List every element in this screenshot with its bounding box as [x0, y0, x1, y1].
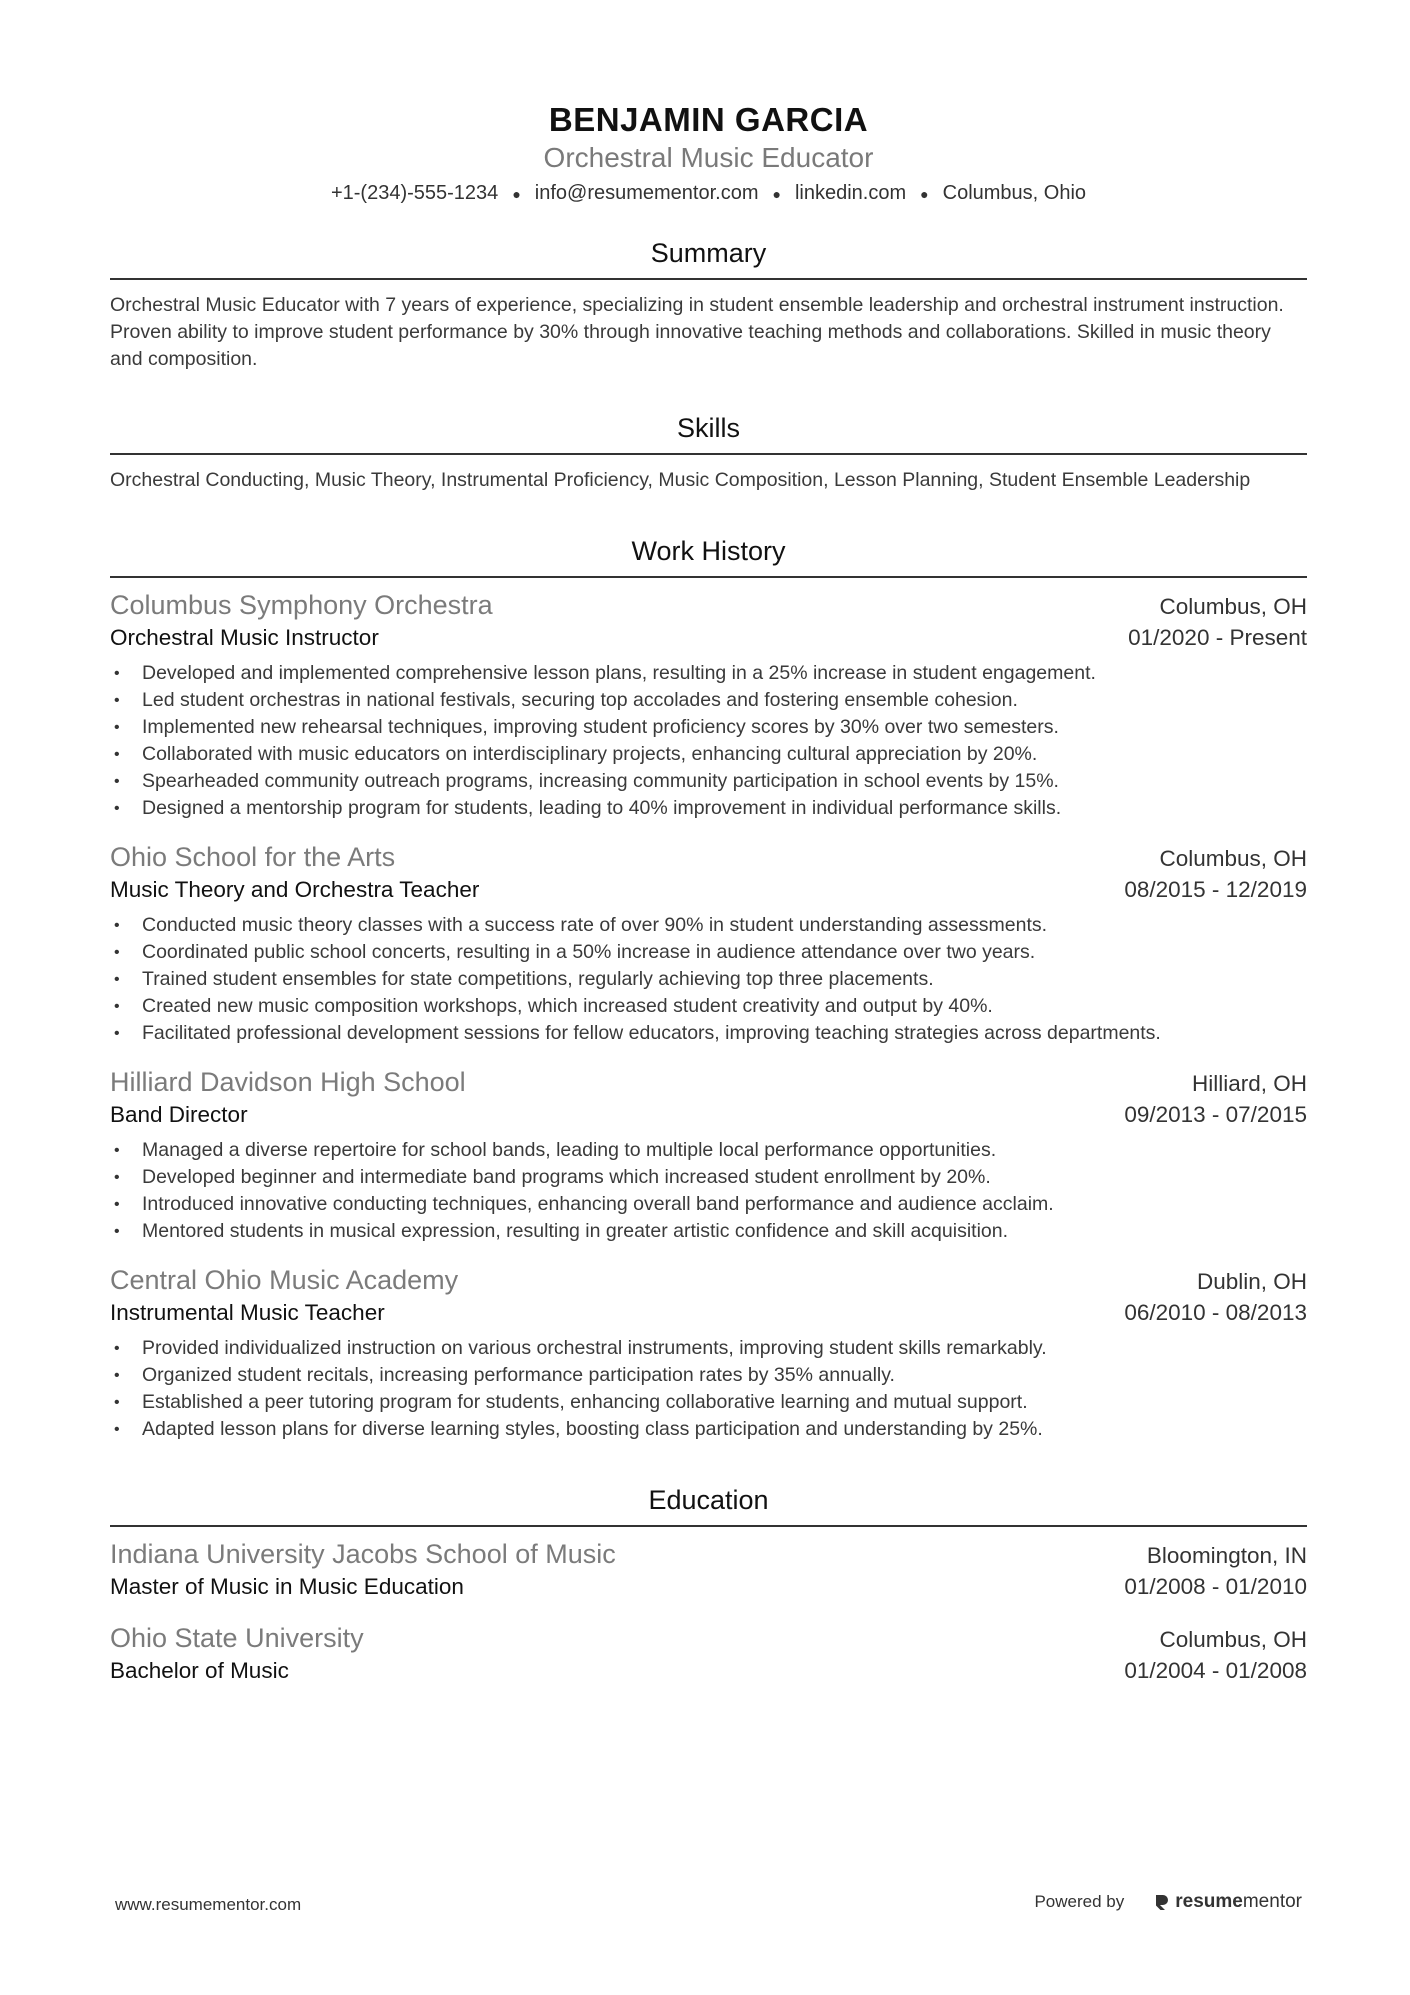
- work-history-list: [110, 588, 1307, 1443]
- brand-name-bold: resume: [1175, 1891, 1243, 1912]
- job-bullet: • Conducted music theory classes with a success rate of over 90% in student understanding assessments.: [110, 912, 1307, 939]
- school-location: Bloomington, IN: [1146, 1542, 1307, 1568]
- resume-header: [110, 100, 1307, 208]
- job-bullet: • Collaborated with music educators on interdisciplinary projects, enhancing cultural appreciation by 20%.: [110, 741, 1307, 768]
- work-entry: [110, 1263, 1307, 1443]
- school-location: Columbus, OH: [1159, 1626, 1307, 1652]
- footer-branding: [1034, 1891, 1302, 1913]
- job-bullet: • Spearheaded community outreach programs, increasing community participation in school events by 15%.: [110, 768, 1307, 795]
- job-bullet: • Designed a mentorship program for students, leading to 40% improvement in individual performance skills.: [110, 795, 1307, 822]
- job-bullet: • Provided individualized instruction on various orchestral instruments, improving student skills remarkably.: [110, 1335, 1307, 1362]
- work-entry-subheader: [110, 622, 1307, 654]
- education-dates: 01/2004 - 01/2008: [1124, 1657, 1307, 1683]
- job-bullet: • Developed and implemented comprehensive lesson plans, resulting in a 25% increase in student engagement.: [110, 660, 1307, 687]
- skills-text: Orchestral Conducting, Music Theory, Instrumental Proficiency, Music Composition, Lesson Planning, Student Ensemble Leadership: [110, 468, 1251, 491]
- education-entry-header: [110, 1537, 1307, 1571]
- job-bullet: • Implemented new rehearsal techniques, improving student proficiency scores by 30% over two semesters.: [110, 714, 1307, 741]
- work-entry-subheader: [110, 1297, 1307, 1329]
- job-bullet: • Established a peer tutoring program for students, enhancing collaborative learning and mutual support.: [110, 1389, 1307, 1416]
- resume-page: [110, 0, 1307, 1687]
- contact-line: [110, 179, 1307, 208]
- work-entry: [110, 840, 1307, 1047]
- job-bullet-list: [110, 912, 1307, 1047]
- job-bullet: • Managed a diverse repertoire for school bands, leading to multiple local performance opportunities.: [110, 1137, 1307, 1164]
- education-entry: [110, 1537, 1307, 1603]
- work-history-heading: Work History: [110, 534, 1307, 578]
- job-bullet: • Trained student ensembles for state competitions, regularly achieving top three placements.: [110, 966, 1307, 993]
- degree-name: Bachelor of Music: [110, 1657, 289, 1683]
- education-entry-subheader: [110, 1571, 1307, 1603]
- employer-name: Columbus Symphony Orchestra: [110, 589, 493, 620]
- separator-dot: ●: [772, 185, 781, 202]
- separator-dot: ●: [920, 185, 929, 202]
- employer-name: Hilliard Davidson High School: [110, 1066, 466, 1097]
- education-entry-header: [110, 1621, 1307, 1655]
- work-entry-subheader: [110, 1099, 1307, 1131]
- job-dates: 09/2013 - 07/2015: [1124, 1101, 1307, 1127]
- contact-phone: +1-(234)-555-1234: [330, 182, 499, 204]
- work-entry-header: [110, 1065, 1307, 1099]
- school-name: Ohio State University: [110, 1622, 364, 1653]
- job-title: Orchestral Music Instructor: [110, 624, 379, 650]
- education-entry: [110, 1621, 1307, 1687]
- contact-email[interactable]: info@resumementor.com: [534, 182, 759, 204]
- work-entry-subheader: [110, 874, 1307, 906]
- job-bullet: • Mentored students in musical expression, resulting in greater artistic confidence and skill acquisition.: [110, 1218, 1307, 1245]
- job-bullet: • Introduced innovative conducting techniques, enhancing overall band performance and audience acclaim.: [110, 1191, 1307, 1218]
- work-entry-header: [110, 1263, 1307, 1297]
- job-bullet: • Coordinated public school concerts, resulting in a 50% increase in audience attendance over two years.: [110, 939, 1307, 966]
- job-bullet: • Developed beginner and intermediate band programs which increased student enrollment by 20%.: [110, 1164, 1307, 1191]
- separator-dot: ●: [512, 185, 521, 202]
- contact-linkedin[interactable]: linkedin.com: [794, 182, 907, 204]
- job-bullet-list: [110, 660, 1307, 822]
- work-entry: [110, 588, 1307, 822]
- summary-text: Orchestral Music Educator with 7 years of experience, specializing in student ensemble leadership and orchestral instrument instruction. Proven ability to improve student performance by 30% through innovative teaching methods and collaborations. Skilled in music theory and composition.: [110, 293, 1284, 370]
- employer-name: Ohio School for the Arts: [110, 841, 396, 872]
- job-bullet: • Created new music composition workshops, which increased student creativity and output by 40%.: [110, 993, 1307, 1020]
- employer-location: Hilliard, OH: [1191, 1070, 1307, 1096]
- summary-heading: Summary: [110, 236, 1307, 280]
- brand-name-light: mentor: [1242, 1891, 1302, 1912]
- employer-location: Columbus, OH: [1159, 845, 1307, 871]
- job-bullet: • Organized student recitals, increasing performance participation rates by 35% annually.: [110, 1362, 1307, 1389]
- candidate-title: Orchestral Music Educator: [543, 142, 874, 173]
- work-entry: [110, 1065, 1307, 1245]
- resumementor-logo-icon: [1154, 1893, 1170, 1911]
- job-dates: 01/2020 - Present: [1128, 624, 1307, 650]
- job-bullet: • Facilitated professional development sessions for fellow educators, improving teaching strategies across departments.: [110, 1020, 1307, 1047]
- employer-location: Columbus, OH: [1159, 593, 1307, 619]
- skills-heading: Skills: [110, 411, 1307, 455]
- job-title: Band Director: [110, 1101, 248, 1127]
- job-bullet: • Adapted lesson plans for diverse learning styles, boosting class participation and understanding by 25%.: [110, 1416, 1307, 1443]
- employer-name: Central Ohio Music Academy: [110, 1264, 459, 1295]
- education-heading: Education: [110, 1483, 1307, 1527]
- education-list: [110, 1537, 1307, 1687]
- education-dates: 01/2008 - 01/2010: [1124, 1573, 1307, 1599]
- work-entry-header: [110, 840, 1307, 874]
- job-bullet-list: [110, 1335, 1307, 1443]
- school-name: Indiana University Jacobs School of Music: [110, 1538, 616, 1569]
- job-dates: 06/2010 - 08/2013: [1124, 1299, 1307, 1325]
- education-entry-subheader: [110, 1655, 1307, 1687]
- job-dates: 08/2015 - 12/2019: [1124, 876, 1307, 902]
- job-title: Instrumental Music Teacher: [110, 1299, 385, 1325]
- job-bullet-list: [110, 1137, 1307, 1245]
- brand-name: [1175, 1891, 1302, 1913]
- contact-location: Columbus, Ohio: [942, 182, 1087, 204]
- degree-name: Master of Music in Music Education: [110, 1573, 464, 1599]
- job-bullet: • Led student orchestras in national festivals, securing top accolades and fostering ensemble cohesion.: [110, 687, 1307, 714]
- work-entry-header: [110, 588, 1307, 622]
- employer-location: Dublin, OH: [1196, 1268, 1307, 1294]
- job-title: Music Theory and Orchestra Teacher: [110, 876, 480, 902]
- footer-website[interactable]: www.resumementor.com: [115, 1895, 302, 1914]
- powered-by-label: Powered by: [1034, 1892, 1125, 1911]
- candidate-name: BENJAMIN GARCIA: [548, 101, 869, 138]
